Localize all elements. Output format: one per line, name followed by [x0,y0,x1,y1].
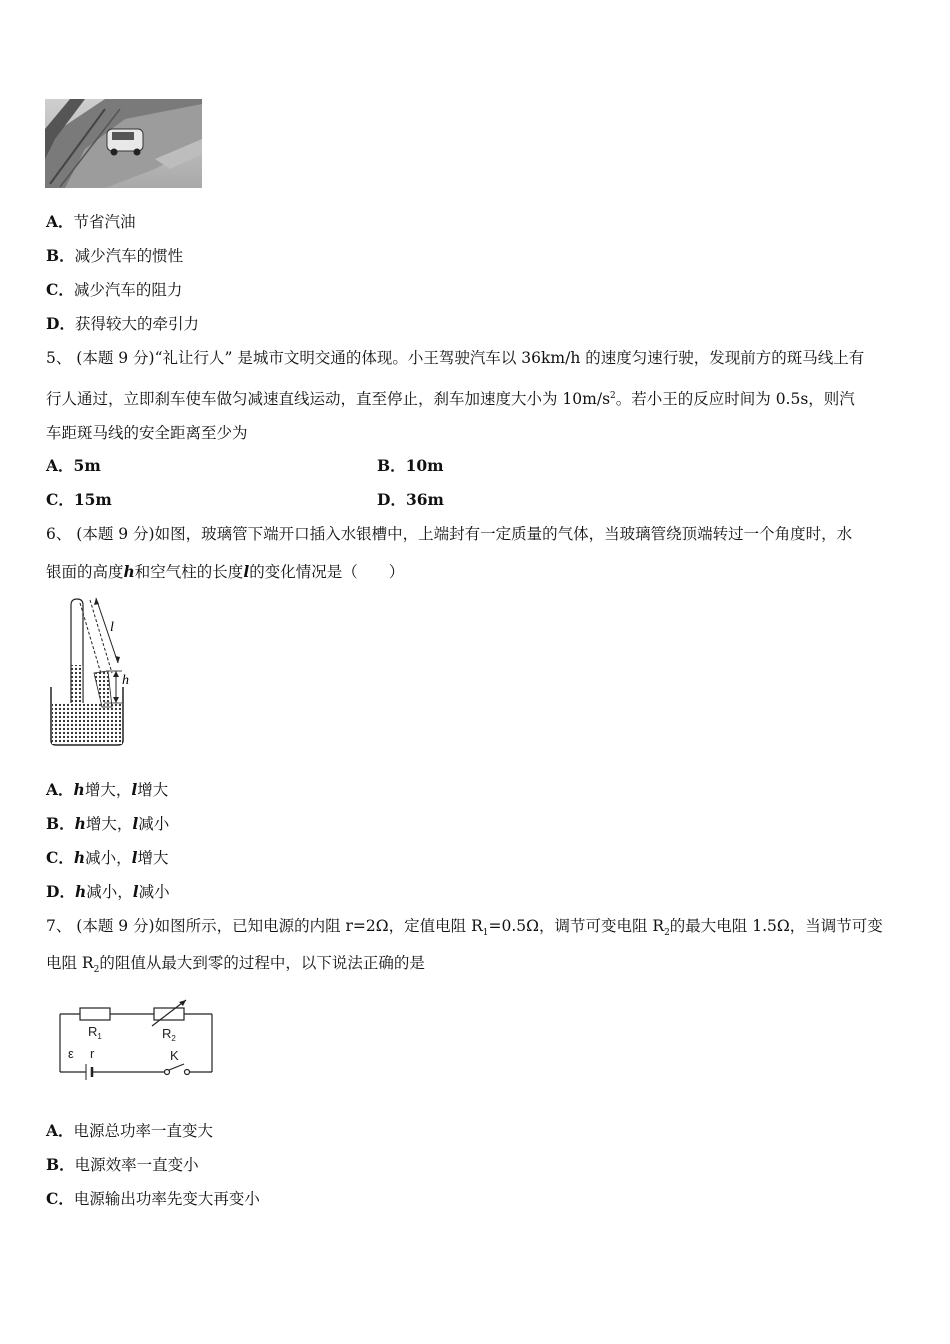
q7-option-c: C．电源输出功率先变大再变小 [46,1189,260,1208]
circuit-diagram [52,996,222,1086]
q5-stem-line1: 5、 (本题 9 分)“礼让行人” 是城市文明交通的体现。小王驾驶汽车以 36km/h 的速度匀速行驶，发现前方的斑马线上有 [46,349,865,367]
fig-h-label: h [122,673,129,688]
q6-option-b: B．h增大，l减小 [46,814,170,833]
r2-variable-resistor [154,1008,184,1020]
q6-option-d: D．h减小，l减小 [46,882,170,901]
r2-label: $R_2$ [162,1026,176,1043]
q6-stem-line1: 6、 (本题 9 分)如图，玻璃管下端开口插入水银槽中，上端封有一定质量的气体，当玻璃管绕顶端转过一个角度时，水 [46,525,853,543]
q5-option-b: B．10m [377,456,444,475]
q4-option-a: A．节省汽油 [46,212,136,231]
mercury-tube-figure [46,595,146,750]
emf-label: ε [68,1046,74,1061]
q7-option-b: B．电源效率一直变小 [46,1155,199,1174]
q7-stem-line2: 电阻 $R_2$的阻值从最大到零的过程中，以下说法正确的是 [46,954,425,976]
q6-option-c: C．h减小，l增大 [46,848,169,867]
r1-resistor [80,1008,110,1020]
switch-label: K [170,1048,179,1063]
q5-option-d: D．36m [377,490,444,509]
fig-l-label: l [110,620,114,635]
q4-option-c: C．减少汽车的阻力 [46,280,183,299]
q5-option-c: C．15m [46,490,112,509]
car-road-photo [45,99,202,188]
r1-label: $R_1$ [88,1024,102,1041]
q4-option-b: B．减少汽车的惯性 [46,246,184,265]
q5-stem-line2: 行人通过，立即刹车使车做匀减速直线运动，直至停止，刹车加速度大小为 $10m/s^2$。若小王的反应时间为 0.5s，则汽 [46,390,855,409]
q7-option-a: A．电源总功率一直变大 [46,1121,214,1140]
q6-option-a: A．h增大，l增大 [46,780,169,799]
q5-stem-line3: 车距斑马线的安全距离至少为 [46,424,248,442]
q6-stem-line2: 银面的高度h和空气柱的长度l的变化情况是（ ） [46,562,405,581]
q5-option-a: A．5m [46,456,101,475]
internal-r-label: r [90,1046,95,1061]
q7-stem-line1: 7、 (本题 9 分)如图所示，已知电源的内阻 r=2Ω，定值电阻 $R_1=0.5\Omega$，调节可变电阻 $R_2$的最大电阻 1.5Ω，当调节可变 [46,917,883,939]
q4-option-d: D．获得较大的牵引力 [46,314,199,333]
